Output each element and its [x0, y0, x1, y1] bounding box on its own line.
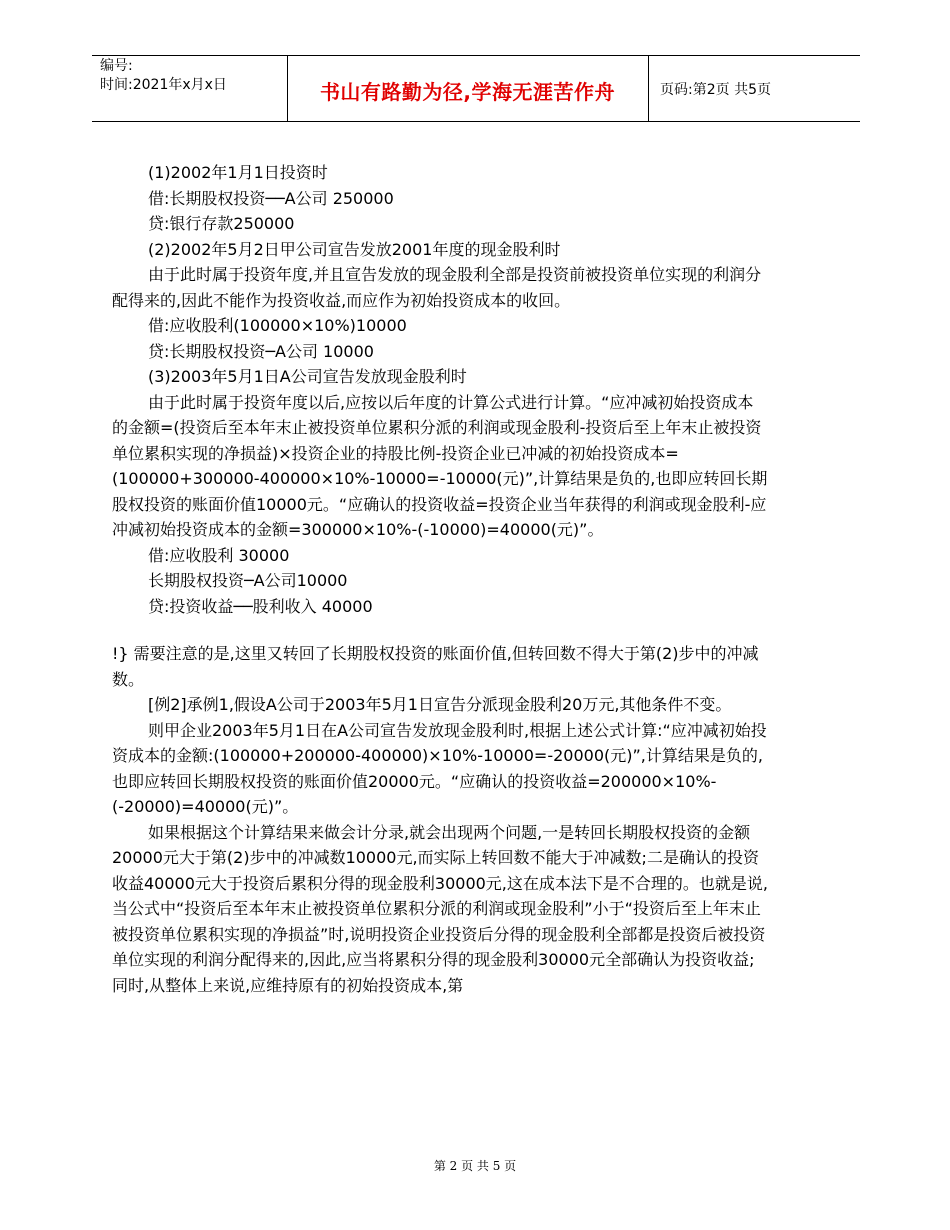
body-line: 贷:投资收益──股利收入 40000	[148, 596, 373, 616]
header-meta	[100, 57, 227, 95]
header-motto: 书山有路勤为径,学海无涯苦作舟	[319, 80, 616, 104]
body-line: 借:应收股利 30000	[148, 545, 290, 565]
header-page-label: 页码:第2页 共5页	[660, 82, 771, 98]
calc-paragraph: 则甲企业2003年5月1日在A公司宣告发放现金股利时,根据上述公式计算:“应冲减初始投资成本的金额:(100000+200000-400000)×10%-10000=-20000(元)”,计算结果是负的,也即应转回长期股权投资的账面价值20000元。“应确认的投资收益=200000×10%-(-20000)=40000(元)”。	[112, 720, 767, 816]
document-time-label: 时间:2021年x月x日	[100, 77, 227, 93]
paragraph-gap	[112, 619, 768, 641]
header-top-rule	[92, 55, 860, 56]
body-line: 贷:长期股权投资─A公司 10000	[148, 341, 374, 361]
body-line: (2)2002年5月2日甲公司宣告发放2001年度的现金股利时	[148, 239, 561, 259]
body-line: 借:长期股权投资──A公司 250000	[148, 188, 394, 208]
document-body	[112, 160, 768, 998]
analysis-paragraph: 如果根据这个计算结果来做会计分录,就会出现两个问题,一是转回长期股权投资的金额20000元大于第(2)步中的冲减数10000元,而实际上转回数不能大于冲减数;二是确认的投资收益40000元大于投资后累积分得的现金股利30000元,这在成本法下是不合理的。也就是说,当公式中“投资后至本年末止被投资单位累积分派的利润或现金股利”小于“投资后至上年末止被投资单位累积实现的净损益”时,说明投资企业投资后分得的现金股利全部都是投资后被投资单位实现的利润分配得来的,因此,应当将累积分得的现金股利30000元全部确认为投资收益;同时,从整体上来说,应维持原有的初始投资成本,第	[112, 822, 768, 995]
body-line: 借:应收股利(100000×10%)10000	[148, 316, 407, 335]
body-line: 长期股权投资─A公司10000	[148, 571, 348, 590]
header-divider-right	[648, 56, 649, 122]
note-paragraph: !} 需要注意的是,这里又转回了长期股权投资的账面价值,但转回数不得大于第(2)步中的冲减数。	[112, 644, 759, 689]
body-line: (1)2002年1月1日投资时	[148, 163, 328, 182]
header-bottom-rule	[92, 121, 860, 122]
document-number-label: 编号:	[100, 58, 133, 74]
body-line: 贷:银行存款250000	[148, 214, 295, 233]
page-footer: 第 2 页 共 5 页	[433, 1159, 517, 1173]
body-paragraph: 由于此时属于投资年度以后,应按以后年度的计算公式进行计算。“应冲减初始投资成本的金额=(投资后至本年末止被投资单位累积分派的利润或现金股利-投资后至上年末止被投资单位累积实现的净损益)×投资企业的持股比例-投资企业已冲减的初始投资成本=(100000+300000-400000×10%-10000=-10000(元)”,计算结果是负的,也即应转回长期股权投资的账面价值10000元。“应确认的投资收益=投资企业当年获得的利润或现金股利-应冲减初始投资成本的金额=300000×10%-(-10000)=40000(元)”。	[112, 392, 768, 539]
body-paragraph: 由于此时属于投资年度,并且宣告发放的现金股利全部是投资前被投资单位实现的利润分配得来的,因此不能作为投资收益,而应作为初始投资成本的收回。	[112, 265, 762, 310]
example-paragraph: [例2]承例1,假设A公司于2003年5月1日宣告分派现金股利20万元,其他条件不变。	[148, 695, 732, 714]
body-line: (3)2003年5月1日A公司宣告发放现金股利时	[148, 367, 467, 386]
